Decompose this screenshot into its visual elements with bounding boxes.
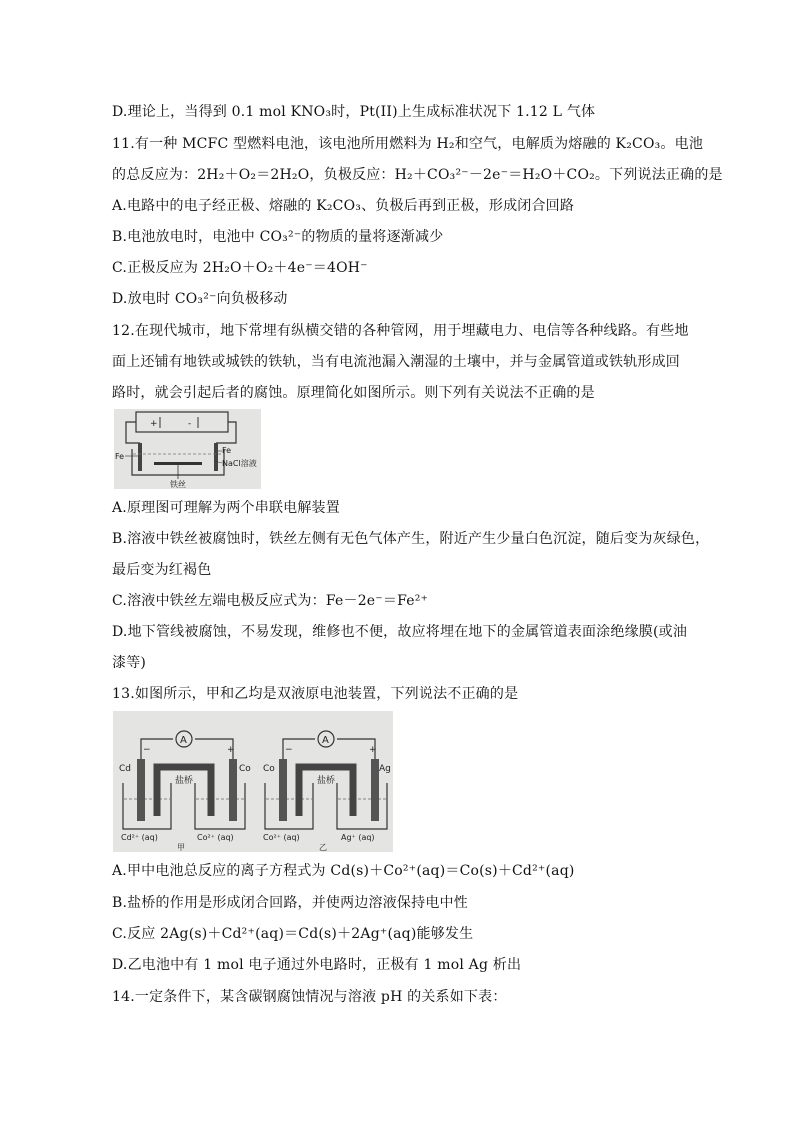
electrode-cd bbox=[137, 759, 145, 821]
q11-option-b: B.电池放电时，电池中 CO₃²⁻的物质的量将逐渐减少 bbox=[112, 229, 444, 245]
fe-right-label: Fe bbox=[222, 446, 232, 455]
q12-option-c: C.溶液中铁丝左端电极反应式为：Fe－2e⁻＝Fe²⁺ bbox=[112, 593, 429, 609]
beaker-yi-left bbox=[265, 783, 313, 829]
electrode-ag bbox=[371, 759, 379, 821]
q11-option-c: C.正极反应为 2H₂O＋O₂＋4e⁻＝4OH⁻ bbox=[112, 260, 368, 276]
q13-option-c: C.反应 2Ag(s)＋Cd²⁺(aq)＝Cd(s)＋2Ag⁺(aq)能够发生 bbox=[112, 926, 474, 942]
q12-option-d-line2: 漆等) bbox=[112, 655, 147, 671]
solution-co2-label: Co²⁺ (aq) bbox=[263, 833, 300, 842]
solution-co1-label: Co²⁺ (aq) bbox=[197, 833, 234, 842]
minus-jia: − bbox=[143, 745, 151, 755]
solution-ag-label: Ag⁺ (aq) bbox=[341, 833, 375, 842]
q14-stem: 14.一定条件下，某含碳钢腐蚀情况与溶液 pH 的关系如下表： bbox=[112, 989, 507, 1005]
iron-wire bbox=[154, 462, 202, 465]
fe-left-label: Fe bbox=[115, 452, 125, 461]
electrode-ag-label: Ag bbox=[379, 764, 391, 774]
cell-jia-label: 甲 bbox=[177, 843, 185, 852]
battery-plus: + bbox=[150, 419, 158, 429]
salt-bridge-yi-label: 盐桥 bbox=[317, 776, 336, 786]
q11-option-a: A.电路中的电子经正极、熔融的 K₂CO₃、负极后再到正极，形成闭合回路 bbox=[112, 198, 575, 214]
salt-bridge-jia bbox=[157, 767, 211, 816]
q12-option-a: A.原理图可理解为两个串联电解装置 bbox=[112, 500, 340, 516]
q12-option-d-line1: D.地下管线被腐蚀，不易发现，维修也不便，故应将埋在地下的金属管道表面涂绝缘膜(或油 bbox=[112, 624, 688, 640]
beaker-jia-left bbox=[123, 783, 171, 829]
q13-stem: 13.如图所示，甲和乙均是双液原电池装置，下列说法不正确的是 bbox=[112, 686, 519, 702]
fe-electrode-right bbox=[214, 443, 218, 471]
q12-stem-line3: 路时，就会引起后者的腐蚀。原理简化如图所示。则下列有关说法不正确的是 bbox=[112, 385, 595, 401]
solution-cd-label: Cd²⁺ (aq) bbox=[121, 833, 158, 842]
beaker-jia-right bbox=[195, 783, 245, 829]
electrode-co1 bbox=[229, 759, 237, 821]
q12-option-b-line1: B.溶液中铁丝被腐蚀时，铁丝左侧有无色气体产生，附近产生少量白色沉淀，随后变为灰绿色， bbox=[112, 531, 710, 547]
fe-electrode-left bbox=[138, 443, 142, 471]
q12-stem-line1: 12.在现代城市，地下常埋有纵横交错的各种管网，用于埋藏电力、电信等各种线路。有些地 bbox=[112, 323, 689, 339]
q11-stem-line2: 的总反应为：2H₂＋O₂＝2H₂O，负极反应：H₂＋CO₃²⁻－2e⁻＝H₂O＋CO₂。下列说法正确的是 bbox=[112, 167, 723, 183]
plus-yi: + bbox=[369, 745, 377, 755]
q12-option-b-line2: 最后变为红褐色 bbox=[112, 562, 212, 578]
electrode-co2 bbox=[279, 759, 287, 821]
electrode-co2-label: Co bbox=[263, 764, 275, 774]
electrode-co1-label: Co bbox=[239, 764, 251, 774]
ammeter-yi-label: A bbox=[322, 735, 329, 746]
q12-stem-line2: 面上还铺有地铁或城铁的铁轨，当有电流池漏入潮湿的土壤中，并与金属管道或铁轨形成回 bbox=[112, 354, 680, 370]
q10-option-d: D.理论上，当得到 0.1 mol KNO₃时，Pt(II)上生成标准状况下 1.12 L 气体 bbox=[112, 104, 596, 120]
battery-minus: - bbox=[188, 419, 192, 429]
q11-option-d: D.放电时 CO₃²⁻向负极移动 bbox=[112, 291, 288, 307]
salt-bridge-jia-label: 盐桥 bbox=[175, 776, 194, 786]
cell-yi-label: 乙 bbox=[319, 843, 327, 852]
ammeter-jia-label: A bbox=[180, 735, 187, 746]
q11-stem-line1: 11.有一种 MCFC 型燃料电池，该电池所用燃料为 H₂和空气，电解质为熔融的 K₂CO₃。电池 bbox=[112, 136, 704, 152]
beaker-yi-right bbox=[337, 783, 387, 829]
electrode-cd-label: Cd bbox=[119, 764, 131, 774]
nacl-label: NaCl溶液 bbox=[222, 459, 257, 468]
q13-option-a: A.甲中电池总反应的离子方程式为 Cd(s)＋Co²⁺(aq)＝Co(s)＋Cd²⁺(aq) bbox=[112, 863, 575, 879]
q13-option-d: D.乙电池中有 1 mol 电子通过外电路时，正极有 1 mol Ag 析出 bbox=[112, 957, 522, 973]
salt-bridge-yi bbox=[299, 767, 353, 816]
q13-option-b: B.盐桥的作用是形成闭合回路，并使两边溶液保持电中性 bbox=[112, 895, 468, 911]
q12-figure bbox=[114, 409, 261, 489]
plus-jia: + bbox=[227, 745, 235, 755]
minus-yi: − bbox=[285, 745, 293, 755]
iron-wire-label: 铁丝 bbox=[170, 480, 186, 489]
q13-figure bbox=[113, 711, 393, 852]
